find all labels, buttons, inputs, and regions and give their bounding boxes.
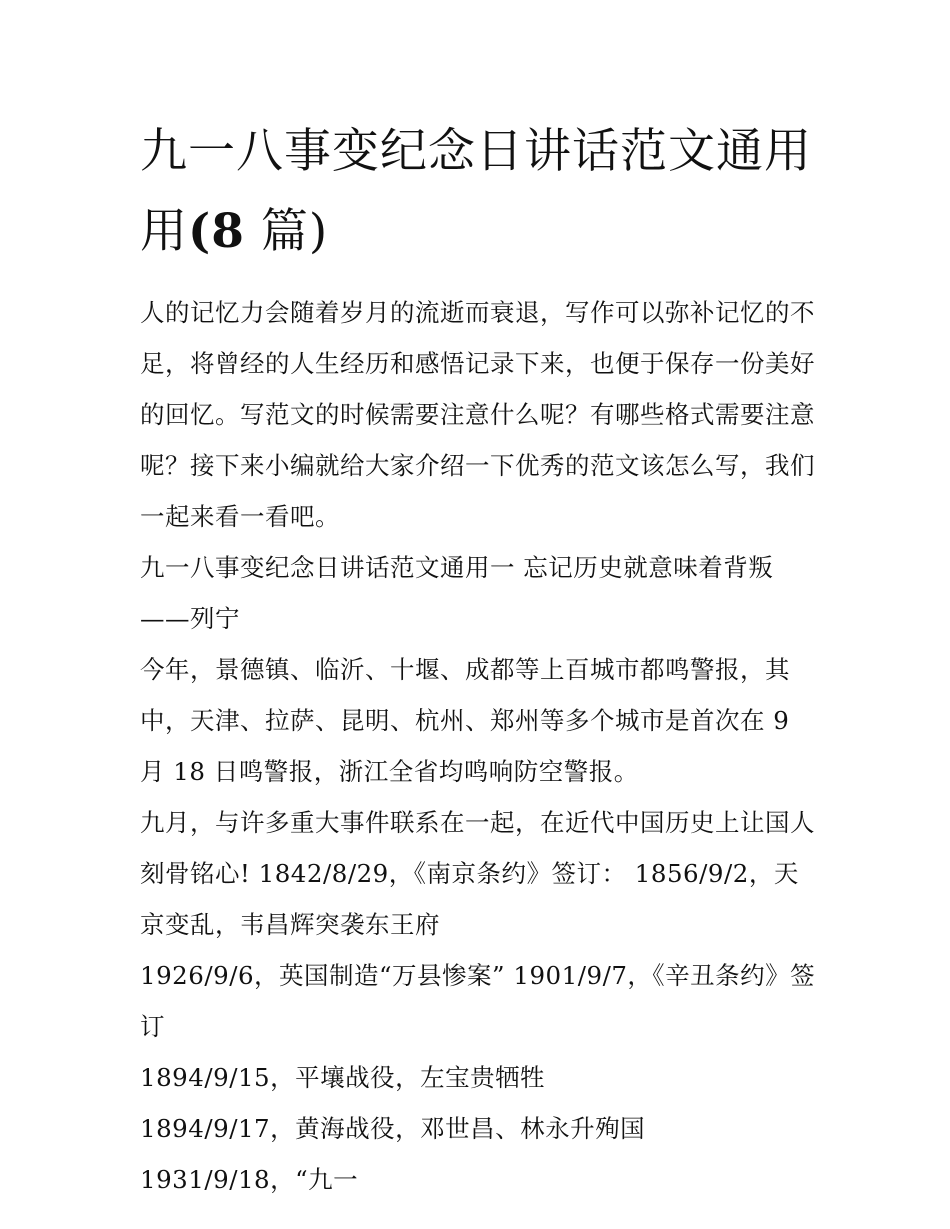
title-main: 九一八事变纪念日讲话范文通用 xyxy=(140,124,812,179)
intro-paragraph: 人的记忆力会随着岁月的流逝而衰退，写作可以弥补记忆的不足，将曾经的人生经历和感悟记录下来，也便于保存一份美好的回忆。写范文的时候需要注意什么呢？有哪些格式需要注意呢？接下来小编就给大家介绍一下优秀的范文该怎么写，我们一起来看一看吧。 xyxy=(140,298,815,531)
timeline-entry: 1894/9/17，黄海战役，邓世昌、林永升殉国 1931/9/18，“九一 xyxy=(140,1114,646,1194)
title-count: (8 xyxy=(188,204,245,259)
body-paragraph: 九月，与许多重大事件联系在一起，在近代中国历史上让国人刻骨铭心! 1842/8/29，《南京条约》签订： 1856/9/2，天京变乱，韦昌辉突袭东王府 xyxy=(140,808,815,939)
document-body xyxy=(140,287,820,1205)
timeline-entry: 1926/9/6，英国制造“万县惨案” 1901/9/7，《辛丑条约》签订 xyxy=(140,961,816,1041)
body-paragraph: 今年，景德镇、临沂、十堰、成都等上百城市都鸣警报，其中，天津、拉萨、昆明、杭州、郑州等多个城市是首次在 9 月 18 日鸣警报，浙江全省均鸣响防空警报。 xyxy=(140,655,790,786)
document-title: 九一八事变纪念日讲话范文通用用(8 篇) xyxy=(140,124,812,259)
document-page xyxy=(140,112,820,1205)
title-suffix: 篇) xyxy=(260,204,329,259)
timeline-entry: 1894/9/15，平壤战役，左宝贵牺牲 xyxy=(140,1063,546,1092)
section-heading: 九一八事变纪念日讲话范文通用一 忘记历史就意味着背叛 xyxy=(140,553,774,582)
quote-attribution: ——列宁 xyxy=(140,604,240,633)
